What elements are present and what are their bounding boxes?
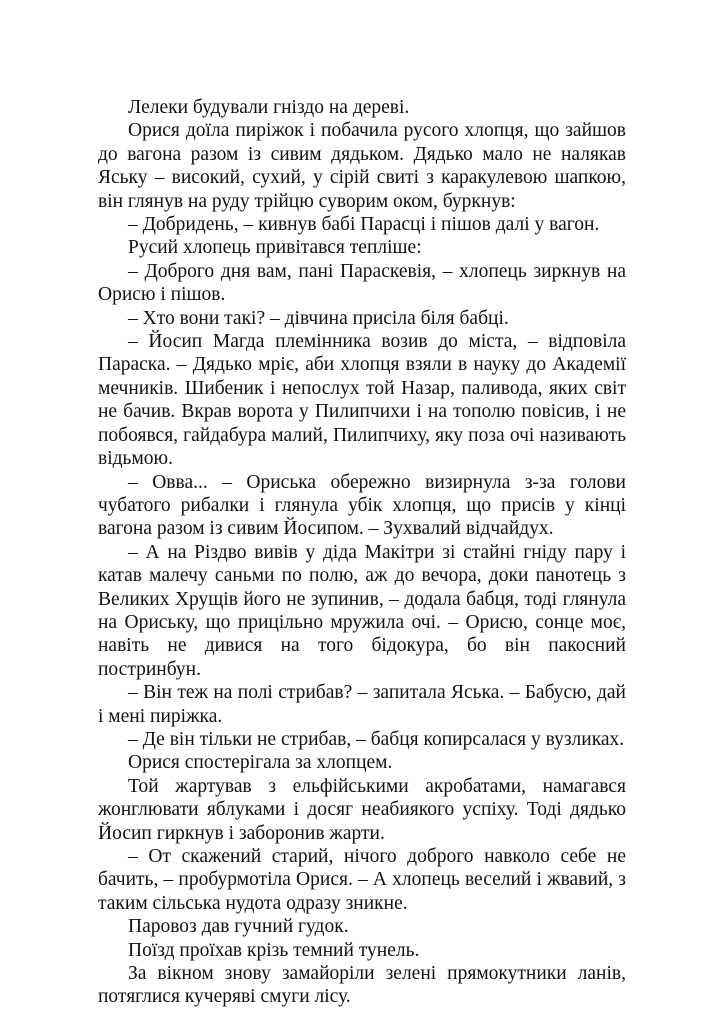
dialogue-line: – Доброго дня вам, пані Параскевія, – хлопець зиркнув на Орисю і пішов. — [98, 260, 626, 306]
paragraph: Русий хлопець привітався тепліше: — [128, 237, 422, 259]
paragraph: Той жартував з ельфійськими акробатами, намагався жонглювати яблуками і досяг неабиякого успіху. Тоді дядько Йосип гиркнув і заборонив жарти. — [98, 775, 626, 844]
dialogue-line: – Де він тільки не стрибав, – бабця копирсалася у вузликах. — [128, 728, 625, 750]
dialogue-line: – Він теж на полі стрибав? – запитала Яська. – Бабусю, дай і мені пиріжка. — [98, 682, 626, 727]
paragraph: Орися спостерігала за хлопцем. — [128, 752, 393, 774]
body-text — [98, 96, 626, 1009]
dialogue-line: – Йосип Магда племінника возив до міста, – відповіла Параска. – Дядько мріє, аби хлопця взяли в науку до Академії мечників. Шибеник і непослух той Назар, паливода, яких світ не бачив. Вкрав ворота у Пилипчихи і на тополю повісив, і не побоявся, гайдабура малий, Пилипчиху, яку поза очі називають відьмою. — [98, 331, 626, 470]
dialogue-line: – Хто вони такі? – дівчина присіла біля бабці. — [128, 307, 509, 329]
paragraph: Паровоз дав гучний гудок. — [128, 916, 349, 938]
dialogue-line: – Добридень, – кивнув бабі Парасці і пішов далі у вагон. — [128, 214, 600, 236]
paragraph: Орися доїла пиріжок і побачила русого хлопця, що зайшов до вагона разом із сивим дядьком. Дядько мало не налякав Яську – високий, сухий, у сірій свиті з каракулевою шапкою, він глянув на руду трійцю суворим оком, буркнув: — [98, 120, 626, 212]
paragraph: За вікном знову замайоріли зелені прямокутники ланів, потяглися кучеряві смуги лісу. — [98, 963, 626, 1008]
paragraph: Лелеки будували гніздо на дереві. — [128, 97, 410, 118]
paragraph: Поїзд проїхав крізь темний тунель. — [128, 939, 420, 961]
dialogue-line: – Овва... – Ориська обережно визирнула з-за голови чубатого рибалки і глянула убік хлопця, що присів у кінці вагона разом із сивим Йосипом. – Зухвалий відчайдух. — [98, 471, 626, 540]
dialogue-line: – От скажений старий, нічого доброго навколо себе не бачить, – пробурмотіла Орися. – А хлопець веселий і жвавий, з таким сільська нудота одразу зникне. — [98, 846, 626, 914]
dialogue-line: – А на Різдво вивів у діда Макітри зі стайні гніду пару і катав малечу саньми по полю, аж до вечора, доки панотець з Великих Хрущів його не зупинив, – додала бабця, тоді глянула на Ориську, що прицільно мружила очі. – Орисю, сонце моє, навіть не дивися на того бідокура, бо він пакосний постринбун. — [98, 541, 626, 680]
